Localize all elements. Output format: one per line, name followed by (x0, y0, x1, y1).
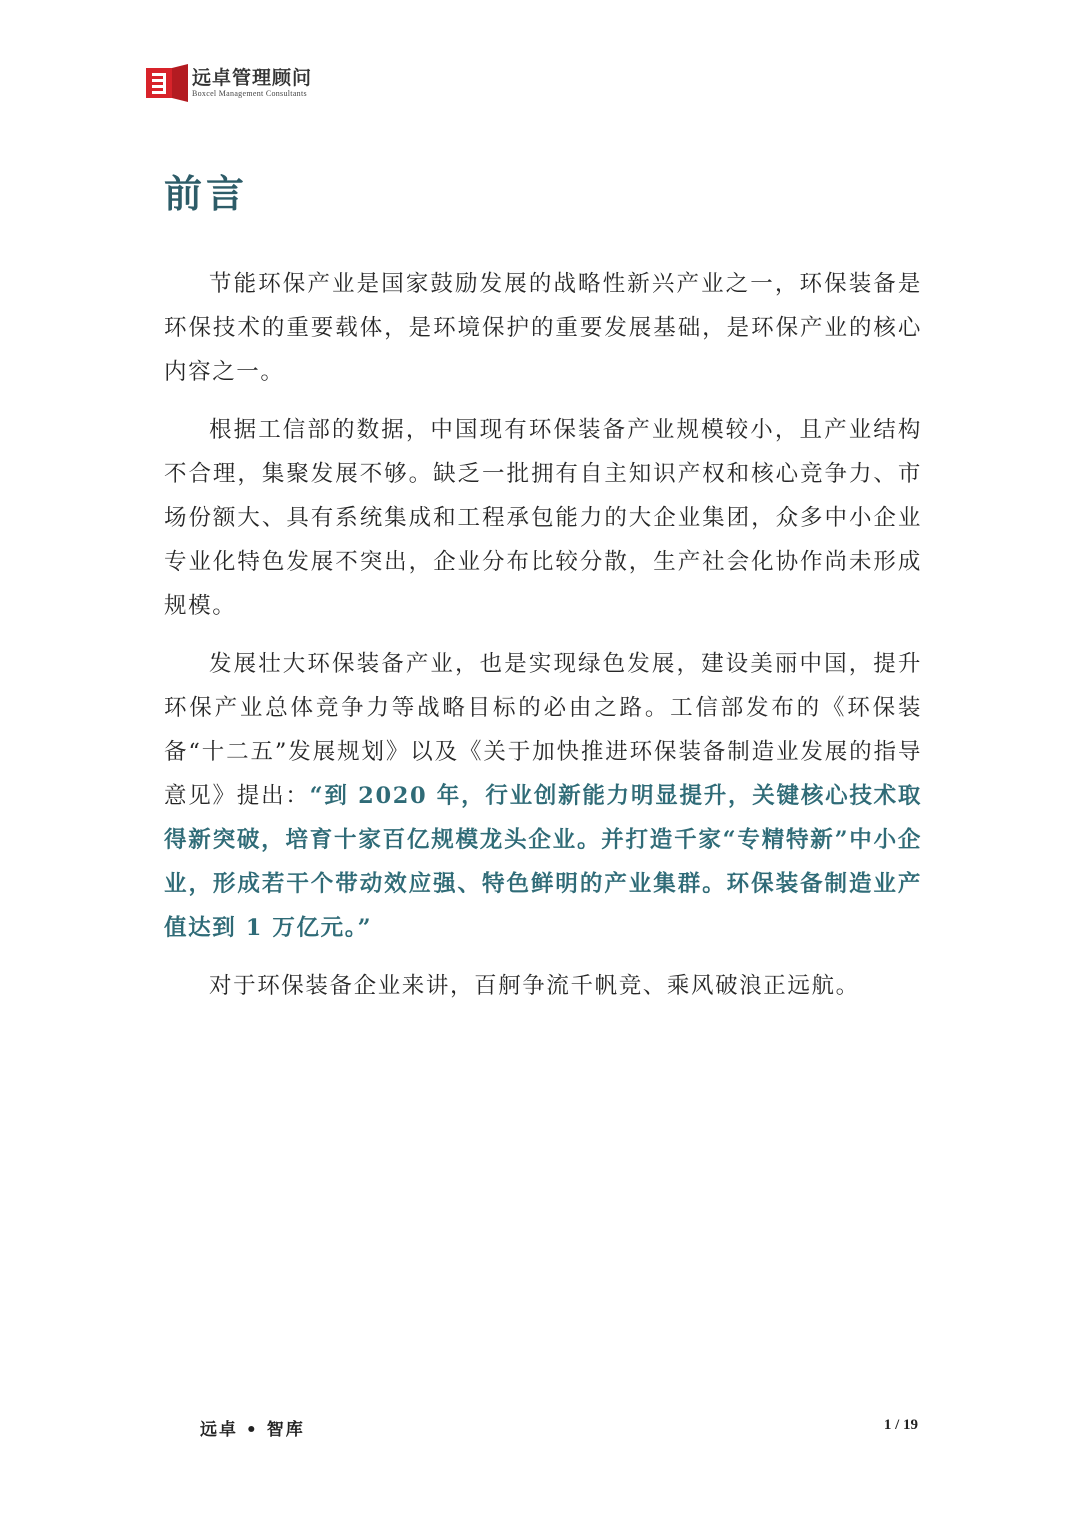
paragraph-3 (164, 642, 922, 950)
logo-company-name-english: Boxcel Management Consultants (192, 89, 307, 98)
paragraph-3-text: 发展壮大环保装备产业，也是实现绿色发展，建设美丽中国，提升环保产业总体竞争力等战略目标的必由之路。工信部发布的《环保装备“十二五”发展规划》以及《关于加快推进环保装备制造业发展的指导意见》提出： (164, 651, 922, 809)
page-number: 1 / 19 (883, 1417, 918, 1433)
paragraph-2-text: 根据工信部的数据，中国现有环保装备产业规模较小，且产业结构不合理，集聚发展不够。缺乏一批拥有自主知识产权和核心竞争力、市场份额大、具有系统集成和工程承包能力的大企业集团，众多中小企业专业化特色发展不突出，企业分布比较分散，生产社会化协作尚未形成规模。 (164, 417, 922, 619)
footer-brand: 远卓 • 智库 (200, 1420, 305, 1440)
page-title: 前言 (164, 171, 249, 216)
paragraph-1 (164, 262, 922, 394)
paragraph-2 (164, 408, 922, 628)
company-logo-icon (146, 64, 188, 102)
company-logo (146, 62, 312, 104)
paragraph-4-text: 对于环保装备企业来讲，百舸争流千帆竞、乘风破浪正远航。 (209, 973, 860, 999)
paragraph-4 (164, 964, 922, 1008)
highlighted-quote: “到 2020 年，行业创新能力明显提升，关键核心技术取得新突破，培育十家百亿规模龙头企业。并打造千家“专精特新”中小企业，形成若干个带动效应强、特色鲜明的产业集群。环保装备制造业产值达到 1 万亿元。” (164, 783, 922, 941)
paragraph-1-text: 节能环保产业是国家鼓励发展的战略性新兴产业之一，环保装备是环保技术的重要载体，是环境保护的重要发展基础，是环保产业的核心内容之一。 (164, 271, 922, 385)
document-body (164, 262, 922, 1022)
logo-company-name: 远卓管理顾问 (192, 67, 313, 89)
